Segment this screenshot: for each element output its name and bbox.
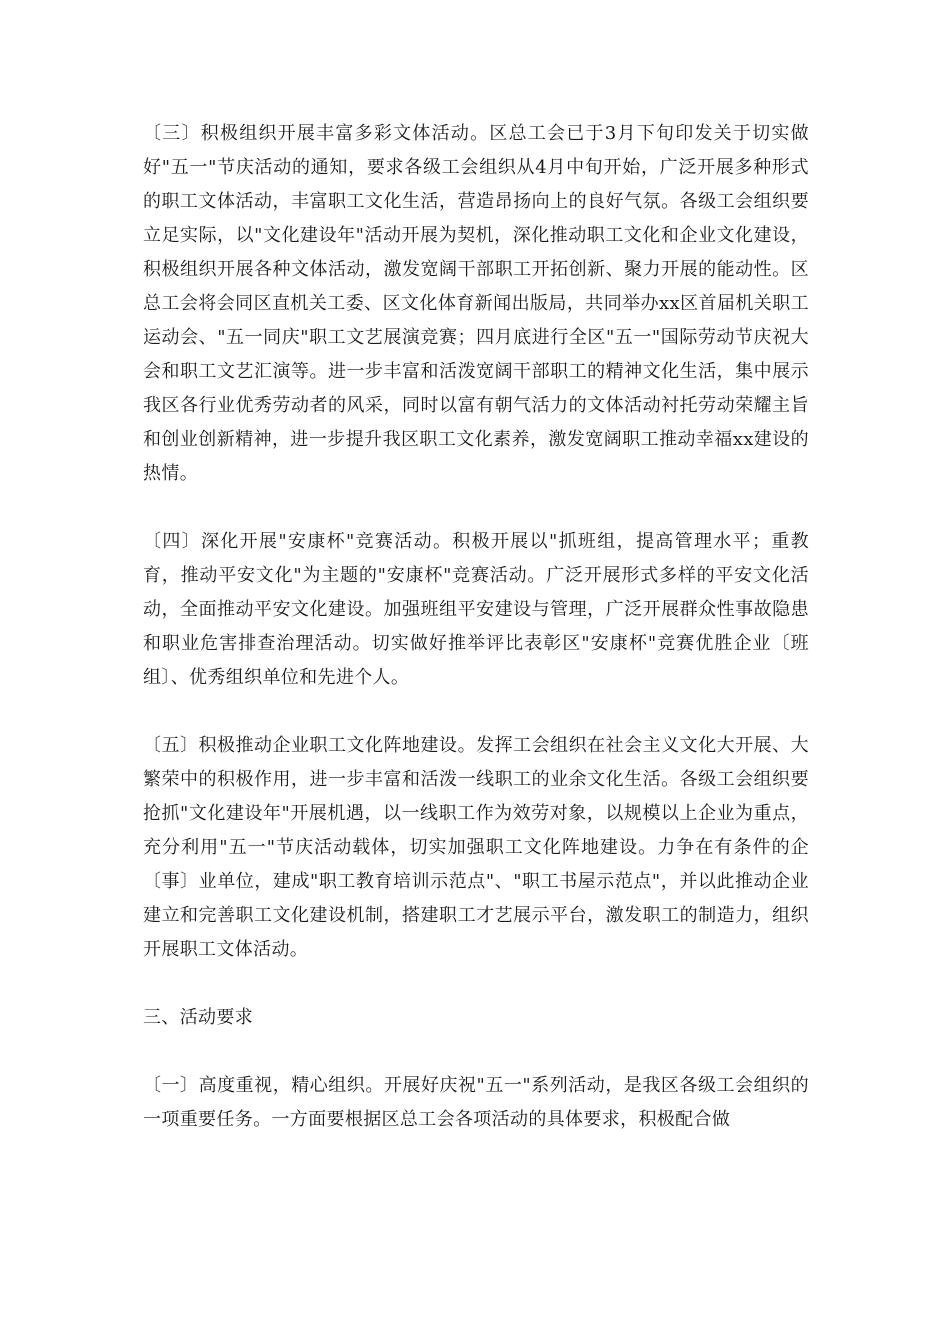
- section-heading-requirements: 三、活动要求: [143, 1007, 254, 1028]
- paragraph-5-culture-base: 〔五〕积极推动企业职工文化阵地建设。发挥工会组织在社会主义文化大开展、大繁荣中的积极作用，进一步丰富和活泼一线职工的业余文化生活。各级工会组织要抢抓"文化建设年"开展机遇，以一线职工作为效劳对象，以规模以上企业为重点，充分利用"五一"节庆活动载体，切实加强职工文化阵地建设。力争在有条件的企〔事〕业单位，建成"职工教育培训示范点"、"职工书屋示范点"，并以此推动企业建立和完善职工文化建设机制，搭建职工才艺展示平台，激发职工的制造力，组织开展职工文体活动。: [143, 735, 809, 960]
- document-body: [143, 117, 809, 1171]
- paragraph-4-ankang-cup: 〔四〕深化开展"安康杯"竞赛活动。积极开展以"抓班组，提高管理水平；重教育，推动平安文化"为主题的"安康杯"竞赛活动。广泛开展形式多样的平安文化活动，全面推动平安文化建设。加强班组平安建设与管理，广泛开展群众性事故隐患和职业危害排查治理活动。切实做好推举评比表彰区"安康杯"竞赛优胜企业〔班组〕、优秀组织单位和先进个人。: [143, 531, 809, 688]
- paragraph-3-cultural-activities: 〔三〕积极组织开展丰富多彩文体活动。区总工会已于3月下旬印发关于切实做好"五一"节庆活动的通知，要求各级工会组织从4月中旬开始，广泛开展多种形式的职工文体活动，丰富职工文化生活，营造昂扬向上的良好气氛。各级工会组织要立足实际，以"文化建设年"活动开展为契机，深化推动职工文化和企业文化建设，积极组织开展各种文体活动，激发宽阔干部职工开拓创新、聚力开展的能动性。区总工会将会同区直机关工委、区文化体育新闻出版局，共同举办xx区首届机关职工运动会、"五一同庆"职工文艺展演竞赛；四月底进行全区"五一"国际劳动节庆祝大会和职工文艺汇演等。进一步丰富和活泼宽阔干部职工的精神文化生活，集中展示我区各行业优秀劳动者的风采，同时以富有朝气活力的文体活动衬托劳动荣耀主旨和创业创新精神，进一步提升我区职工文化素养，激发宽阔职工推动幸福xx建设的热情。: [143, 123, 809, 484]
- paragraph-requirement-1: 〔一〕高度重视，精心组织。开展好庆祝"五一"系列活动，是我区各级工会组织的一项重要任务。一方面要根据区总工会各项活动的具体要求，积极配合做: [143, 1075, 809, 1130]
